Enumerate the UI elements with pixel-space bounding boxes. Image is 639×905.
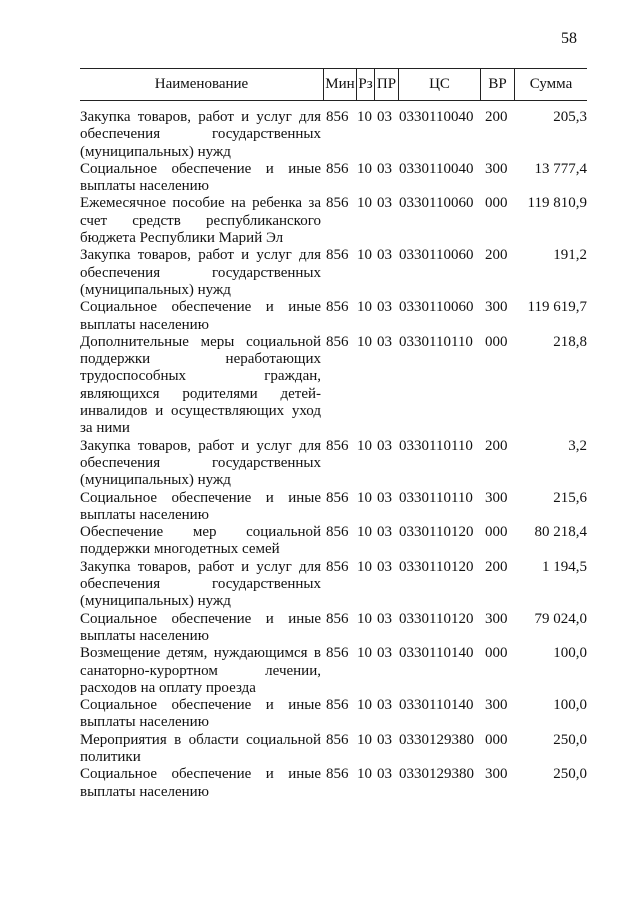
row-name: Закупка товаров, работ и услуг для обеспечения государственных (муниципальных) нужд — [80, 109, 321, 160]
row-cs: 0330110120 — [399, 524, 474, 541]
row-rz: 10 — [357, 160, 372, 177]
row-name: Ежемесячное пособие на ребенка за счет средств республиканского бюджета Республики Марий Эл — [80, 195, 321, 247]
header-min: Мин — [323, 69, 356, 100]
row-min: 856 — [326, 766, 349, 783]
row-pr: 03 — [377, 489, 392, 506]
row-sum: 13 777,4 — [534, 160, 587, 177]
row-min: 856 — [326, 489, 349, 506]
row-vr: 200 — [485, 437, 508, 454]
row-rz: 10 — [357, 299, 372, 316]
row-min: 856 — [326, 610, 349, 627]
row-sum: 119 810,9 — [527, 195, 587, 212]
row-pr: 03 — [377, 697, 392, 714]
row-cs: 0330110110 — [399, 333, 473, 350]
row-sum: 80 218,4 — [534, 524, 587, 541]
table-row — [80, 611, 587, 646]
row-name: Закупка товаров, работ и услуг для обеспечения государственных (муниципальных) нужд — [80, 437, 321, 489]
table-row — [80, 645, 587, 697]
row-sum: 250,0 — [553, 766, 587, 783]
row-vr: 000 — [485, 524, 508, 541]
row-name: Обеспечение мер социальной поддержки многодетных семей — [80, 524, 321, 558]
table-row — [80, 697, 587, 732]
row-min: 856 — [326, 160, 349, 177]
table-row — [80, 109, 587, 161]
row-pr: 03 — [377, 333, 392, 350]
row-rz: 10 — [357, 766, 372, 783]
row-sum: 205,3 — [553, 109, 587, 125]
row-rz: 10 — [357, 195, 372, 212]
row-min: 856 — [326, 524, 349, 541]
row-min: 856 — [326, 731, 349, 748]
header-name: Наименование — [154, 76, 249, 92]
row-rz: 10 — [357, 558, 372, 575]
row-vr: 200 — [485, 247, 508, 264]
table-row — [80, 490, 587, 525]
row-name: Закупка товаров, работ и услуг для обеспечения государственных (муниципальных) нужд — [80, 558, 321, 610]
table-header — [80, 68, 587, 101]
row-sum: 215,6 — [553, 489, 587, 506]
row-pr: 03 — [377, 524, 392, 541]
table-row — [80, 766, 587, 801]
header-sum: Сумма — [514, 69, 587, 100]
row-cs: 0330129380 — [399, 766, 474, 783]
header-rz: Рз — [356, 69, 374, 100]
row-cs: 0330110140 — [399, 645, 474, 662]
row-cs: 0330110140 — [399, 697, 474, 714]
row-rz: 10 — [357, 333, 372, 350]
table-row — [80, 299, 587, 334]
row-pr: 03 — [377, 299, 392, 316]
row-pr: 03 — [377, 731, 392, 748]
row-vr: 300 — [485, 697, 508, 714]
row-sum: 191,2 — [553, 247, 587, 264]
table-row — [80, 559, 587, 611]
row-pr: 03 — [377, 247, 392, 264]
row-sum: 100,0 — [553, 645, 587, 662]
row-name: Мероприятия в области социальной политики — [80, 731, 321, 765]
row-min: 856 — [326, 558, 349, 575]
row-name: Социальное обеспечение и иные выплаты населению — [80, 299, 321, 333]
row-name: Возмещение детям, нуждающимся в санаторно-курортном лечении, расходов на оплату проезда — [80, 645, 321, 696]
row-name: Социальное обеспечение и иные выплаты населению — [80, 489, 321, 523]
row-vr: 300 — [485, 766, 508, 783]
row-vr: 300 — [485, 299, 508, 316]
row-min: 856 — [326, 247, 349, 264]
row-sum: 250,0 — [553, 731, 587, 748]
row-cs: 0330110110 — [399, 437, 473, 454]
row-cs: 0330110120 — [399, 558, 474, 575]
row-cs: 0330110120 — [399, 610, 474, 627]
table-row — [80, 334, 587, 438]
row-vr: 000 — [485, 731, 508, 748]
row-vr: 000 — [485, 645, 508, 662]
header-vr: ВР — [480, 69, 514, 100]
row-vr: 200 — [485, 109, 508, 125]
row-min: 856 — [326, 697, 349, 714]
row-sum: 1 194,5 — [542, 558, 587, 575]
table-row — [80, 438, 587, 490]
row-name: Дополнительные меры социальной поддержки неработающих трудоспособных граждан, являющихся родителями детей-инвалидов и осуществляющих уход за ними — [80, 333, 321, 437]
row-name: Социальное обеспечение и иные выплаты населению — [80, 160, 321, 195]
row-pr: 03 — [377, 437, 392, 454]
table-row — [80, 195, 587, 247]
row-name: Закупка товаров, работ и услуг для обеспечения государственных (муниципальных) нужд — [80, 247, 321, 298]
row-vr: 300 — [485, 160, 508, 177]
row-min: 856 — [326, 333, 349, 350]
row-sum: 79 024,0 — [534, 610, 587, 627]
row-rz: 10 — [357, 731, 372, 748]
row-rz: 10 — [357, 109, 372, 125]
row-cs: 0330110040 — [399, 160, 474, 177]
row-rz: 10 — [357, 610, 372, 627]
page-number: 58 — [561, 30, 577, 47]
row-rz: 10 — [357, 645, 372, 662]
row-vr: 300 — [485, 610, 508, 627]
row-pr: 03 — [377, 610, 392, 627]
row-pr: 03 — [377, 645, 392, 662]
row-cs: 0330110060 — [399, 299, 474, 316]
row-name: Социальное обеспечение и иные выплаты населению — [80, 610, 321, 644]
row-sum: 3,2 — [568, 437, 587, 454]
table-row — [80, 247, 587, 299]
row-rz: 10 — [357, 437, 372, 454]
row-rz: 10 — [357, 524, 372, 541]
row-min: 856 — [326, 299, 349, 316]
row-pr: 03 — [377, 766, 392, 783]
row-min: 856 — [326, 109, 349, 125]
row-name: Социальное обеспечение и иные выплаты населению — [80, 697, 321, 731]
row-name: Социальное обеспечение и иные выплаты населению — [80, 766, 321, 800]
table-row — [80, 732, 587, 767]
row-rz: 10 — [357, 489, 372, 506]
row-min: 856 — [326, 195, 349, 212]
row-cs: 0330110060 — [399, 247, 474, 264]
row-pr: 03 — [377, 558, 392, 575]
row-rz: 10 — [357, 247, 372, 264]
row-min: 856 — [326, 645, 349, 662]
table-row — [80, 524, 587, 559]
row-cs: 0330129380 — [399, 731, 474, 748]
row-rz: 10 — [357, 697, 372, 714]
row-cs: 0330110060 — [399, 195, 474, 212]
row-vr: 000 — [485, 195, 508, 212]
row-sum: 100,0 — [553, 697, 587, 714]
table-body — [80, 109, 587, 801]
row-vr: 300 — [485, 489, 508, 506]
row-min: 856 — [326, 437, 349, 454]
table-row — [80, 161, 587, 196]
row-pr: 03 — [377, 109, 392, 125]
header-pr: ПР — [374, 69, 398, 100]
row-vr: 200 — [485, 558, 508, 575]
row-cs: 0330110110 — [399, 489, 473, 506]
row-sum: 119 619,7 — [527, 299, 587, 316]
row-sum: 218,8 — [553, 333, 587, 350]
row-pr: 03 — [377, 160, 392, 177]
row-cs: 0330110040 — [399, 109, 474, 125]
header-cs: ЦС — [398, 69, 480, 100]
row-pr: 03 — [377, 195, 392, 212]
row-vr: 000 — [485, 333, 508, 350]
